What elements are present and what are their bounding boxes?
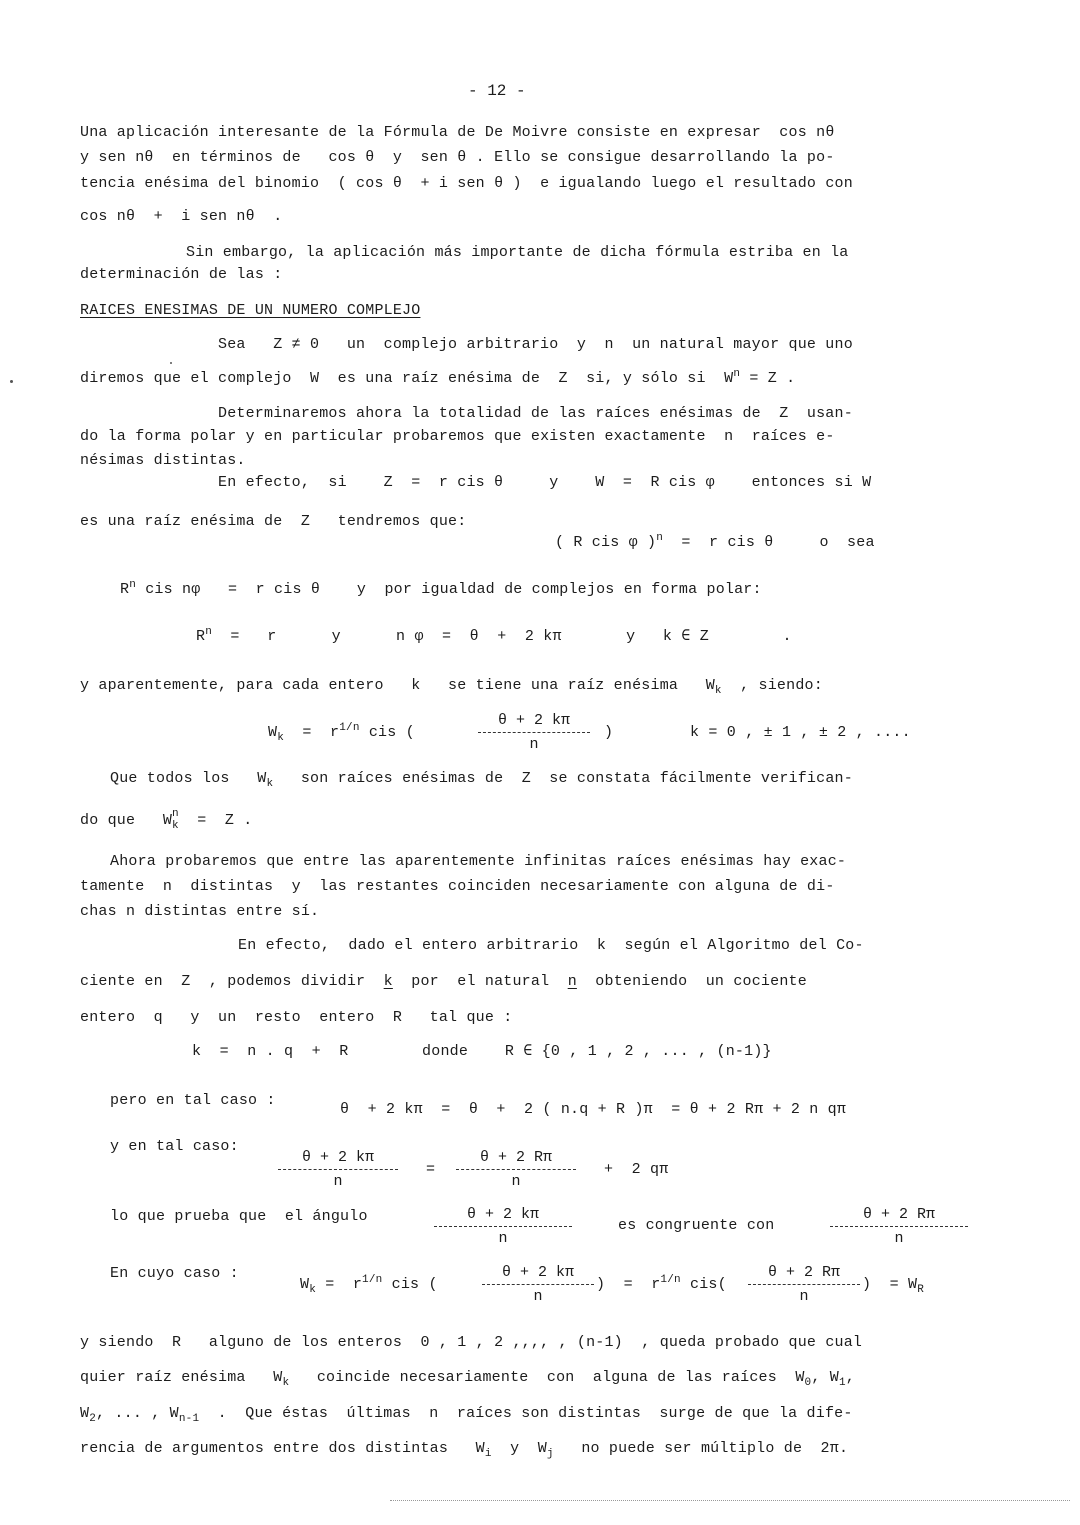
p3-text: diremos que el complejo W es una raíz enésima de Z si, y sólo si W	[80, 370, 734, 387]
eq: =	[889, 1276, 899, 1293]
close-paren: )	[596, 1276, 606, 1293]
w: W	[300, 1276, 310, 1293]
subscript: k	[277, 732, 285, 744]
p4-line3: nésimas distintas.	[80, 452, 246, 469]
p12-line2	[80, 1369, 855, 1387]
page-number: - 12 -	[468, 82, 526, 100]
w: W	[268, 724, 278, 741]
text: , W	[811, 1369, 839, 1386]
p6-line1	[80, 677, 823, 695]
eq-lhs: R	[196, 628, 206, 645]
numerator: θ + 2 Rπ	[862, 1206, 935, 1223]
p10-frac1	[278, 1149, 398, 1191]
p11-mid	[596, 1276, 727, 1294]
p6-text-end: , siendo:	[721, 677, 823, 694]
denominator: n	[529, 736, 539, 753]
eq: = r	[623, 1276, 661, 1293]
cis: cis (	[391, 1276, 438, 1293]
subscript: R	[917, 1284, 925, 1296]
eq-rhs: cis nφ = r cis θ y por igualdad de complejos en forma polar:	[136, 581, 762, 598]
p2-line2: determinación de las :	[80, 266, 283, 283]
p4-line2: do la forma polar y en particular probaremos que existen exactamente n raíces e-	[80, 428, 835, 445]
subscript: 1	[838, 1377, 846, 1389]
numerator: θ + 2 kπ	[501, 1264, 574, 1281]
p11-label: En cuyo caso :	[110, 1265, 239, 1282]
scan-speck	[10, 380, 13, 383]
eq: = r	[284, 724, 340, 741]
exponent: n	[733, 368, 741, 380]
subscript: k	[282, 1377, 290, 1389]
p9-line3: entero q y un resto entero R tal que :	[80, 1009, 513, 1026]
fraction-bar	[278, 1169, 398, 1170]
fraction-bar	[456, 1169, 576, 1170]
eq-rhs: = r cis θ o sea	[663, 534, 875, 551]
p10-frac3	[434, 1206, 572, 1248]
exponent: n	[129, 579, 137, 591]
close-paren: )	[862, 1276, 872, 1293]
p3-line1: Sea Z ≠ 0 un complejo arbitrario y n un natural mayor que uno	[218, 336, 853, 353]
p9-division-eq: k = n . q + R donde R ∈ {0 , 1 , 2 , ... , (n-1)}	[192, 1043, 772, 1060]
p12-line4	[80, 1440, 848, 1458]
denominator: n	[894, 1230, 904, 1247]
p10-frac2	[456, 1149, 576, 1191]
p9-line2	[80, 973, 807, 991]
p10-label3: lo que prueba que el ángulo	[110, 1208, 368, 1225]
p7-text-end: = Z .	[178, 811, 253, 829]
p1-line3: tencia enésima del binomio ( cos θ + i sen θ ) e igualando luego el resultado con	[80, 175, 853, 192]
p8-line1: Ahora probaremos que entre las aparentemente infinitas raíces enésimas hay exac-	[110, 853, 847, 870]
subscript: k	[714, 685, 722, 697]
p6-text: y aparentemente, para cada entero k se tiene una raíz enésima W	[80, 677, 715, 694]
p5-eq1	[555, 534, 875, 552]
fraction-bar	[830, 1226, 968, 1227]
cis: cis (	[359, 724, 415, 741]
k-underlined: k	[383, 973, 393, 990]
p6-range: k = 0 , ± 1 , ± 2 , ....	[690, 724, 911, 741]
w: W	[908, 1276, 918, 1293]
p11-frac2	[748, 1264, 860, 1306]
subscript: k	[172, 820, 179, 832]
numerator: θ + 2 Rπ	[479, 1149, 552, 1166]
subscript: j	[546, 1448, 554, 1460]
text: W	[80, 1405, 90, 1422]
cis: cis(	[690, 1276, 727, 1293]
p1-line1: Una aplicación interesante de la Fórmula de De Moivre consiste en expresar cos nθ	[80, 124, 835, 141]
p7-line2	[80, 808, 252, 832]
p10-frac4	[830, 1206, 968, 1248]
p10-eq1: θ + 2 kπ = θ + 2 ( n.q + R )π = θ + 2 Rπ + 2 n qπ	[340, 1101, 847, 1118]
p1-line4: cos nθ + i sen nθ .	[80, 208, 283, 225]
text: coincide necesariamente con alguna de las raíces W	[289, 1369, 805, 1386]
denominator: n	[799, 1288, 809, 1305]
subscript: k	[266, 778, 274, 790]
denominator: n	[333, 1173, 343, 1190]
p12-line1: y siendo R alguno de los enteros 0 , 1 , 2 ,,,, , (n-1) , queda probado que cual	[80, 1334, 863, 1351]
numerator: θ + 2 Rπ	[767, 1264, 840, 1281]
exponent: n	[656, 532, 664, 544]
p6-fraction	[478, 712, 590, 754]
text: rencia de argumentos entre dos distintas W	[80, 1440, 485, 1457]
p9-text-end: obteniendo un cociente	[576, 973, 807, 990]
p7-line1	[110, 770, 853, 788]
subscript: 0	[804, 1377, 812, 1389]
denominator: n	[533, 1288, 543, 1305]
n-underlined: n	[567, 973, 577, 990]
p11-lhs	[300, 1276, 438, 1294]
p10-label2: y en tal caso:	[110, 1138, 239, 1155]
exponent: n	[172, 808, 179, 820]
exponent: 1/n	[362, 1274, 383, 1286]
eq: = r	[325, 1276, 363, 1293]
p10-eq-sign: =	[426, 1161, 436, 1178]
p7-text: do que W	[80, 811, 173, 829]
numerator: θ + 2 kπ	[497, 712, 570, 729]
numerator: θ + 2 kπ	[466, 1206, 539, 1223]
p2-line1: Sin embargo, la aplicación más importante de dicha fórmula estriba en la	[186, 244, 849, 261]
text: , ... , W	[96, 1405, 179, 1422]
p11-end	[862, 1276, 924, 1294]
p10-label1: pero en tal caso :	[110, 1092, 276, 1109]
p11-frac1	[482, 1264, 594, 1306]
scan-noise-line	[390, 1500, 1070, 1503]
p6-formula-lhs	[268, 724, 415, 742]
eq-rhs: = r y n φ = θ + 2 kπ y k ∈ Z .	[212, 628, 792, 645]
section-heading: RAICES ENESIMAS DE UN NUMERO COMPLEJO	[80, 302, 421, 319]
eq-lhs: ( R cis φ )	[555, 534, 657, 551]
p9-text-mid: por el natural	[392, 973, 568, 990]
p9-text: ciente en Z , podemos dividir	[80, 973, 384, 990]
p3-text-end: = Z .	[740, 370, 796, 387]
text: ,	[845, 1369, 855, 1386]
denominator: n	[498, 1230, 508, 1247]
text: quier raíz enésima W	[80, 1369, 283, 1386]
subscript: n-1	[178, 1413, 200, 1425]
subscript: i	[484, 1448, 492, 1460]
denominator: n	[511, 1173, 521, 1190]
p1-line2: y sen nθ en términos de cos θ y sen θ . Ello se consigue desarrollando la po-	[80, 149, 835, 166]
fraction-bar	[748, 1284, 860, 1285]
p5-eq3	[196, 628, 792, 646]
p8-line3: chas n distintas entre sí.	[80, 903, 320, 920]
p5-eq2	[120, 581, 762, 599]
text: . Que éstas últimas n raíces son distintas surge de que la dife-	[199, 1405, 853, 1422]
p10-tail: + 2 qπ	[604, 1161, 669, 1178]
subscript: 2	[89, 1413, 97, 1425]
p5-line1: En efecto, si Z = r cis θ y W = R cis φ entonces si W	[218, 474, 872, 491]
p12-line3	[80, 1405, 853, 1423]
p9-line1: En efecto, dado el entero arbitrario k según el Algoritmo del Co-	[238, 937, 864, 954]
fraction-bar	[478, 732, 590, 733]
p7-text-end: son raíces enésimas de Z se constata fácilmente verifican-	[273, 770, 853, 787]
p6-close: )	[604, 724, 614, 741]
numerator: θ + 2 kπ	[301, 1149, 374, 1166]
text: y W	[491, 1440, 547, 1457]
fraction-bar	[434, 1226, 572, 1227]
p5-line2: es una raíz enésima de Z tendremos que:	[80, 513, 467, 530]
p8-line2: tamente n distintas y las restantes coinciden necesariamente con alguna de di-	[80, 878, 835, 895]
scan-speck	[170, 362, 172, 364]
fraction-bar	[482, 1284, 594, 1285]
p4-line1: Determinaremos ahora la totalidad de las raíces enésimas de Z usan-	[218, 405, 853, 422]
p10-congruent: es congruente con	[618, 1217, 775, 1234]
p7-text: Que todos los W	[110, 770, 267, 787]
eq-lhs: R	[120, 581, 130, 598]
text: no puede ser múltiplo de 2π.	[553, 1440, 849, 1457]
exponent: 1/n	[660, 1274, 681, 1286]
exponent: 1/n	[339, 722, 360, 734]
subscript: k	[309, 1284, 317, 1296]
p3-line2	[80, 370, 795, 388]
exponent: n	[205, 626, 213, 638]
